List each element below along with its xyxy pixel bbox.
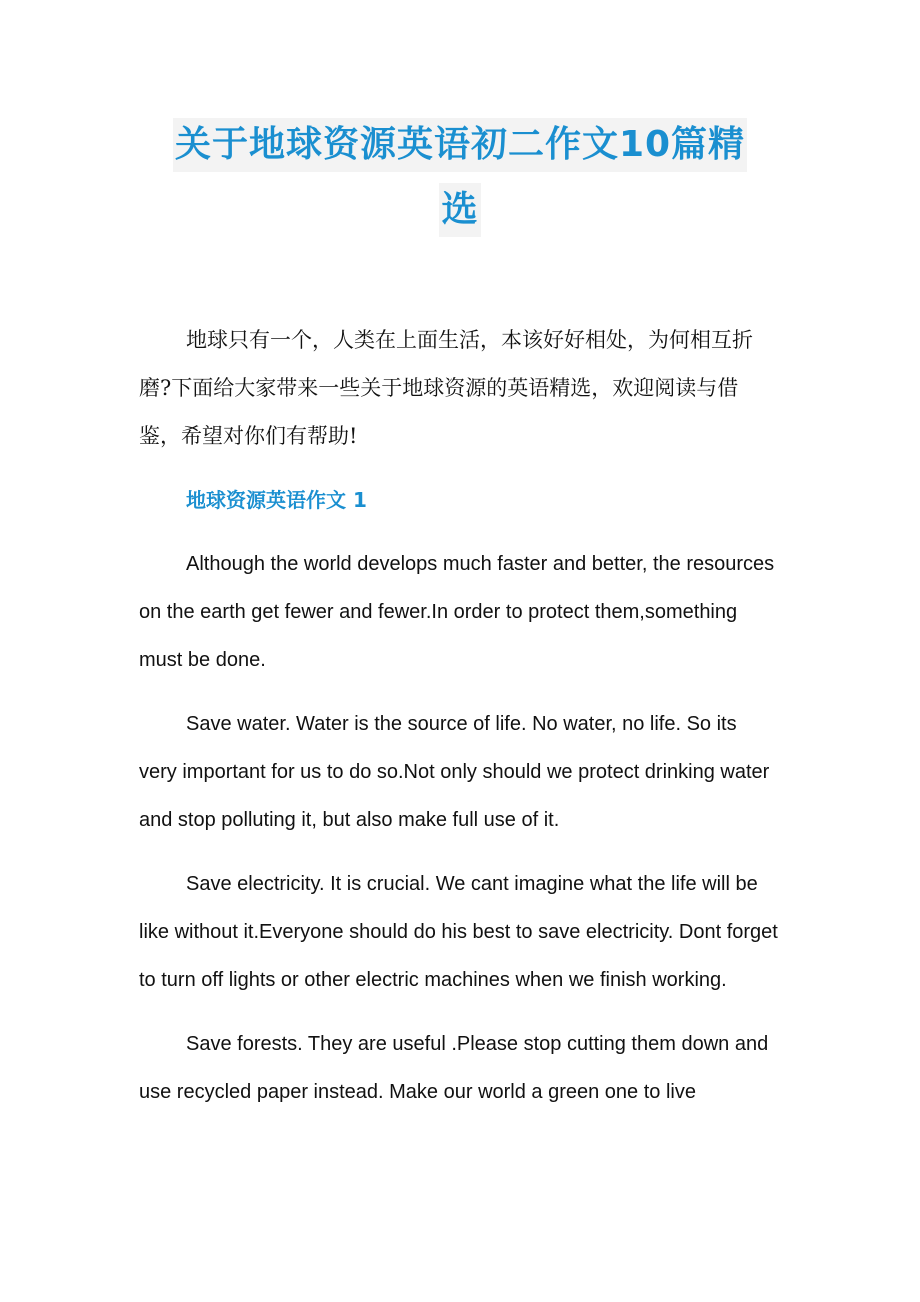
body-paragraph-1: Although the world develops much faster and better, the resources on the earth get fewer and fewer.In order to protect them,something must be done. [139,553,775,671]
body-paragraph-4: Save forests. They are useful .Please stop cutting them down and use recycled paper instead. Make our world a green one to live [139,1033,769,1103]
body-paragraph-3: Save electricity. It is crucial. We cant imagine what the life will be like without it.Everyone should do his best to save electricity. Dont forget to turn off lights or other electric machines when we finish working. [139,873,778,991]
title-line-2: 选 [439,183,480,237]
intro-paragraph: 地球只有一个，人类在上面生活，本该好好相处，为何相互折磨?下面给大家带来一些关于地球资源的英语精选，欢迎阅读与借鉴，希望对你们有帮助! [139,328,753,448]
title-line-1: 关于地球资源英语初二作文10篇精 [173,118,747,172]
body-paragraph-2: Save water. Water is the source of life. No water, no life. So its very important for us to do so.Not only should we protect drinking water and stop polluting it, but also make full use of it. [139,713,770,831]
document-body [139,316,779,1116]
section-heading: 地球资源英语作文 1 [186,488,367,512]
document-title [130,118,790,248]
